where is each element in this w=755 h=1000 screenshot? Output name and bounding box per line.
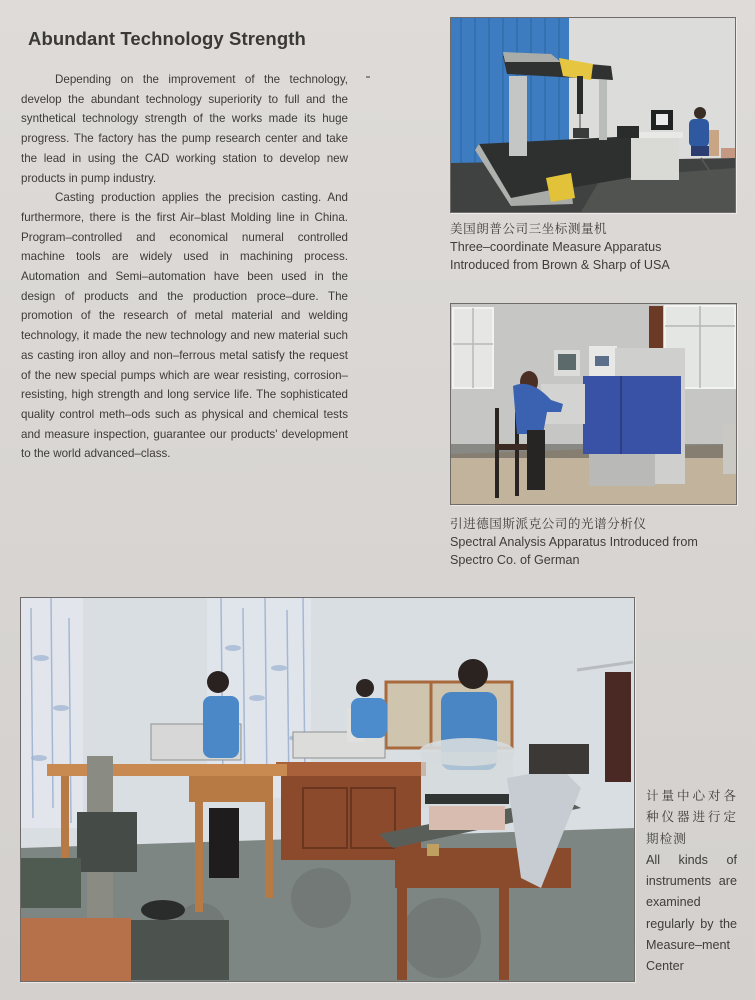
lab-caption-en: All kinds of instruments are examined regularly by the Measure–ment Center [646,852,737,974]
cmm-illustration [451,18,735,212]
page-title: Abundant Technology Strength [28,28,306,49]
cmm-caption-en-1: Three–coordinate Measure Apparatus [450,240,662,254]
spectro-caption [450,515,750,569]
body-text [21,70,348,464]
spectro-caption-en-1: Spectral Analysis Apparatus Introduced from [450,535,698,549]
spectro-illustration [451,304,736,504]
spectro-caption-en-2: Spectro Co. of German [450,553,580,567]
print-mark [366,76,370,78]
lab-caption [646,786,737,978]
lab-caption-zh: 计量中心对各种仪器进行定期检测 [646,789,737,846]
cmm-caption-zh: 美国朗普公司三坐标测量机 [450,222,608,236]
cmm-caption [450,220,750,274]
spectro-photo [450,303,737,505]
cmm-caption-en-2: Introduced from Brown & Sharp of USA [450,258,670,272]
spectro-caption-zh: 引进德国斯派克公司的光谱分析仪 [450,517,647,531]
paragraph-1: Depending on the improvement of the technology, develop the abundant technology superiority to full and the synthetical technology strength of the works made its huge progress. The factory has the pump research center and take the lead in using the CAD working station to develop new products in pump industry. [21,73,348,185]
cmm-photo [450,17,736,213]
paragraph-2: Casting production applies the precision casting. And furthermore, there is the first Air–blast Molding line in China. Program–controlled and economical numeral controlled machine tools are widely used in machining process. Automation and Semi–automation have been used in the design of products and the production proce–dure. The promotion of the research of metal material and welding technology, it made the new technology and new material such as casting iron alloy and non–ferrous metal satisfy the request of the new special pumps which are wear resisting, corrosion–resisting, high strength and long service life. The sophisticated quality control meth–ods such as physical and chemical tests and measure inspection, guarantee our products' development to the world advanced–class. [21,191,348,461]
lab-illustration [21,598,634,981]
measurement-lab-photo [20,597,635,982]
